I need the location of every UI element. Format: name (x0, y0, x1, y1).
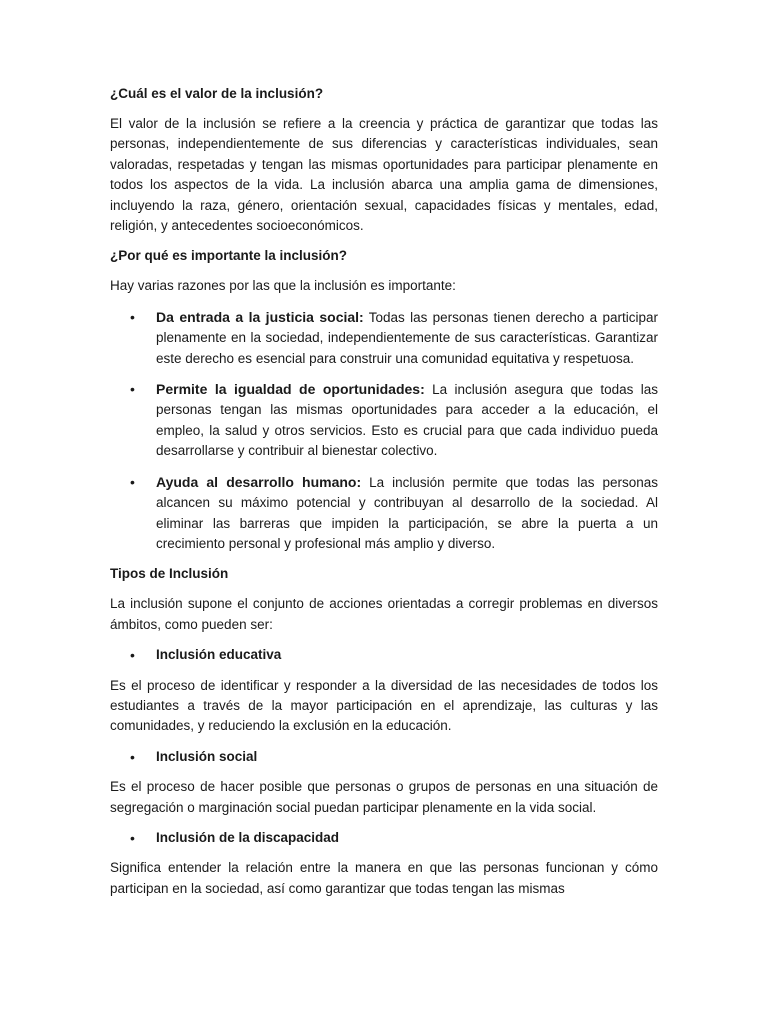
item-text: La inclusión permite que todas las personas alcancen su máximo potencial y contribuyan al desarrollo de la sociedad. Al eliminar las barreras que impiden la participación, se abre la puerta a un crecimiento personal y profesional más amplio y diverso. (156, 474, 658, 551)
type-description-social: Es el proceso de hacer posible que personas o grupos de personas en una situación de segregación o marginación social puedan participar plenamente en la vida social. (110, 779, 658, 815)
bullet-icon: • (130, 647, 135, 664)
item-lead: Permite la igualdad de oportunidades: (156, 381, 425, 398)
type-item-social (110, 747, 658, 767)
list-item (110, 307, 658, 369)
reasons-list (110, 307, 658, 554)
type-item-discapacidad (110, 828, 658, 848)
bullet-icon: • (130, 473, 135, 490)
type-title: Inclusión de la discapacidad (156, 829, 340, 845)
heading-tipos-inclusion: Tipos de Inclusión (110, 566, 229, 582)
paragraph-valor-inclusion: El valor de la inclusión se refiere a la creencia y práctica de garantizar que todas las personas, independientemente de sus diferencias y características individuales, sean valoradas, respetadas y tengan las mismas oportunidades para participar plenamente en todos los aspectos de la vida. La inclusión abarca una amplia gama de dimensiones, incluyendo la raza, género, orientación sexual, capacidades físicas y mentales, edad, religión, y antecedentes socioeconómicos. (110, 116, 658, 234)
item-lead: Da entrada a la justicia social: (156, 308, 364, 325)
bullet-icon: • (130, 748, 135, 765)
document-page (110, 84, 658, 908)
paragraph-tipos-intro: La inclusión supone el conjunto de acciones orientadas a corregir problemas en diversos ámbitos, como pueden ser: (110, 596, 658, 632)
heading-importancia-inclusion: ¿Por qué es importante la inclusión? (110, 248, 348, 264)
type-description-discapacidad: Significa entender la relación entre la manera en que las personas funcionan y cómo participan en la sociedad, así como garantizar que todas tengan las mismas (110, 860, 658, 896)
types-list (110, 828, 658, 848)
type-title: Inclusión educativa (156, 647, 282, 663)
types-list (110, 747, 658, 767)
list-item (110, 472, 658, 555)
paragraph-razones-intro: Hay varias razones por las que la inclusión es importante: (110, 278, 456, 294)
item-text: La inclusión asegura que todas las personas tengan las mismas oportunidades para acceder a la educación, el empleo, la salud y otros servicios. Esto es crucial para que cada individuo pueda desarrollarse y contribuir al bienestar colectivo. (156, 382, 658, 459)
list-item (110, 379, 658, 462)
types-list (110, 645, 658, 665)
bullet-icon: • (130, 829, 135, 846)
bullet-icon: • (130, 308, 135, 325)
heading-valor-inclusion: ¿Cuál es el valor de la inclusión? (110, 86, 324, 101)
item-lead: Ayuda al desarrollo humano: (156, 473, 362, 490)
type-item-educativa (110, 645, 658, 665)
bullet-icon: • (130, 381, 135, 398)
item-text: Todas las personas tienen derecho a participar plenamente en la sociedad, independientemente de sus características. Garantizar este derecho es esencial para construir una comunidad equitativa y respetuosa. (156, 309, 658, 366)
type-description-educativa: Es el proceso de identificar y responder a la diversidad de las necesidades de todos los estudiantes a través de la mayor participación en el aprendizaje, las culturas y las comunidades, y reduciendo la exclusión en la educación. (110, 677, 658, 734)
type-title: Inclusión social (156, 748, 258, 764)
